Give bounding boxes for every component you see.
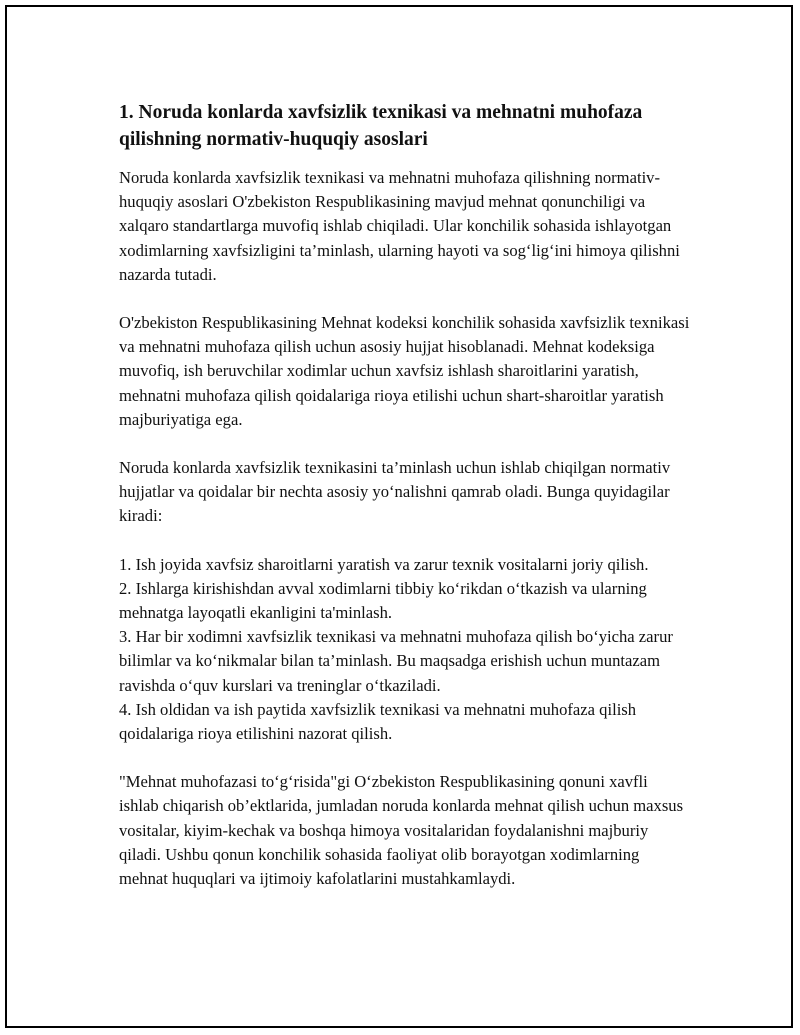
paragraph-closing: "Mehnat muhofazasi to‘g‘risida"gi O‘zbekiston Respublikasining qonuni xavfli ishlab chiqarish ob’ektlarida, jumladan noruda konlarda mehnat qilish uchun maxsus vositalar, kiyim-kechak va boshqa himoya vositalaridan foydalanishni majburiy qiladi. Ushbu qonun konchilik sohasida faoliyat olib borayotgan xodimlarning mehnat huquqlari va ijtimoiy kafolatlarini mustahkamlaydi. — [119, 772, 684, 889]
document-content — [119, 99, 691, 915]
paragraph-labor-code: O'zbekiston Respublikasining Mehnat kodeksi konchilik sohasida xavfsizlik texnikasi va mehnatni muhofaza qilish uchun asosiy hujjat hisoblanadi. Mehnat kodeksiga muvofiq, ish beruvchilar xodimlar uchun xavfsiz ishlash sharoitlarini yaratish, mehnatni muhofaza qilish qoidalariga rioya etilishi uchun shart-sharoitlar yaratish majburiyatiga ega. — [119, 313, 690, 429]
paragraph-intro: Noruda konlarda xavfsizlik texnikasi va mehnatni muhofaza qilishning normativ-huquqiy asoslari O'zbekiston Respublikasining mavjud mehnat qonunchiligi va xalqaro standartlarga muvofiq ishlab chiqiladi. Ular konchilik sohasida ishlayotgan xodimlarning xavfsizligini ta’minlash, ularning hayoti va sog‘lig‘ini himoya qilishni nazarda tutadi. — [119, 168, 680, 284]
paragraph-directions: Noruda konlarda xavfsizlik texnikasini ta’minlash uchun ishlab chiqilgan normativ hujjatlar va qoidalar bir nechta asosiy yo‘nalishni qamrab oladi. Bunga quyidagilar kiradi: — [119, 458, 671, 526]
list-item: 3. Har bir xodimni xavfsizlik texnikasi va mehnatni muhofaza qilish bo‘yicha zarur bilimlar va ko‘nikmalar bilan ta’minlash. Bu maqsadga erishish uchun muntazam ravishda o‘quv kurslari va treninglar o‘tkaziladi. — [119, 627, 673, 695]
list-item: 2. Ishlarga kirishishdan avval xodimlarni tibbiy ko‘rikdan o‘tkazish va ularning mehnatga layoqatli ekanligini ta'minlash. — [119, 578, 647, 623]
document-page — [5, 5, 793, 1028]
section-heading: 1. Noruda konlarda xavfsizlik texnikasi va mehnatni muhofaza qilishning normativ-huquqiy asoslari — [119, 102, 643, 150]
list-item: 4. Ish oldidan va ish paytida xavfsizlik texnikasi va mehnatni muhofaza qilish qoidalariga rioya etilishini nazorat qilish. — [119, 699, 637, 744]
list-item: 1. Ish joyida xavfsiz sharoitlarni yaratish va zarur texnik vositalarni joriy qilish. — [119, 554, 649, 574]
requirements-list — [119, 553, 691, 747]
